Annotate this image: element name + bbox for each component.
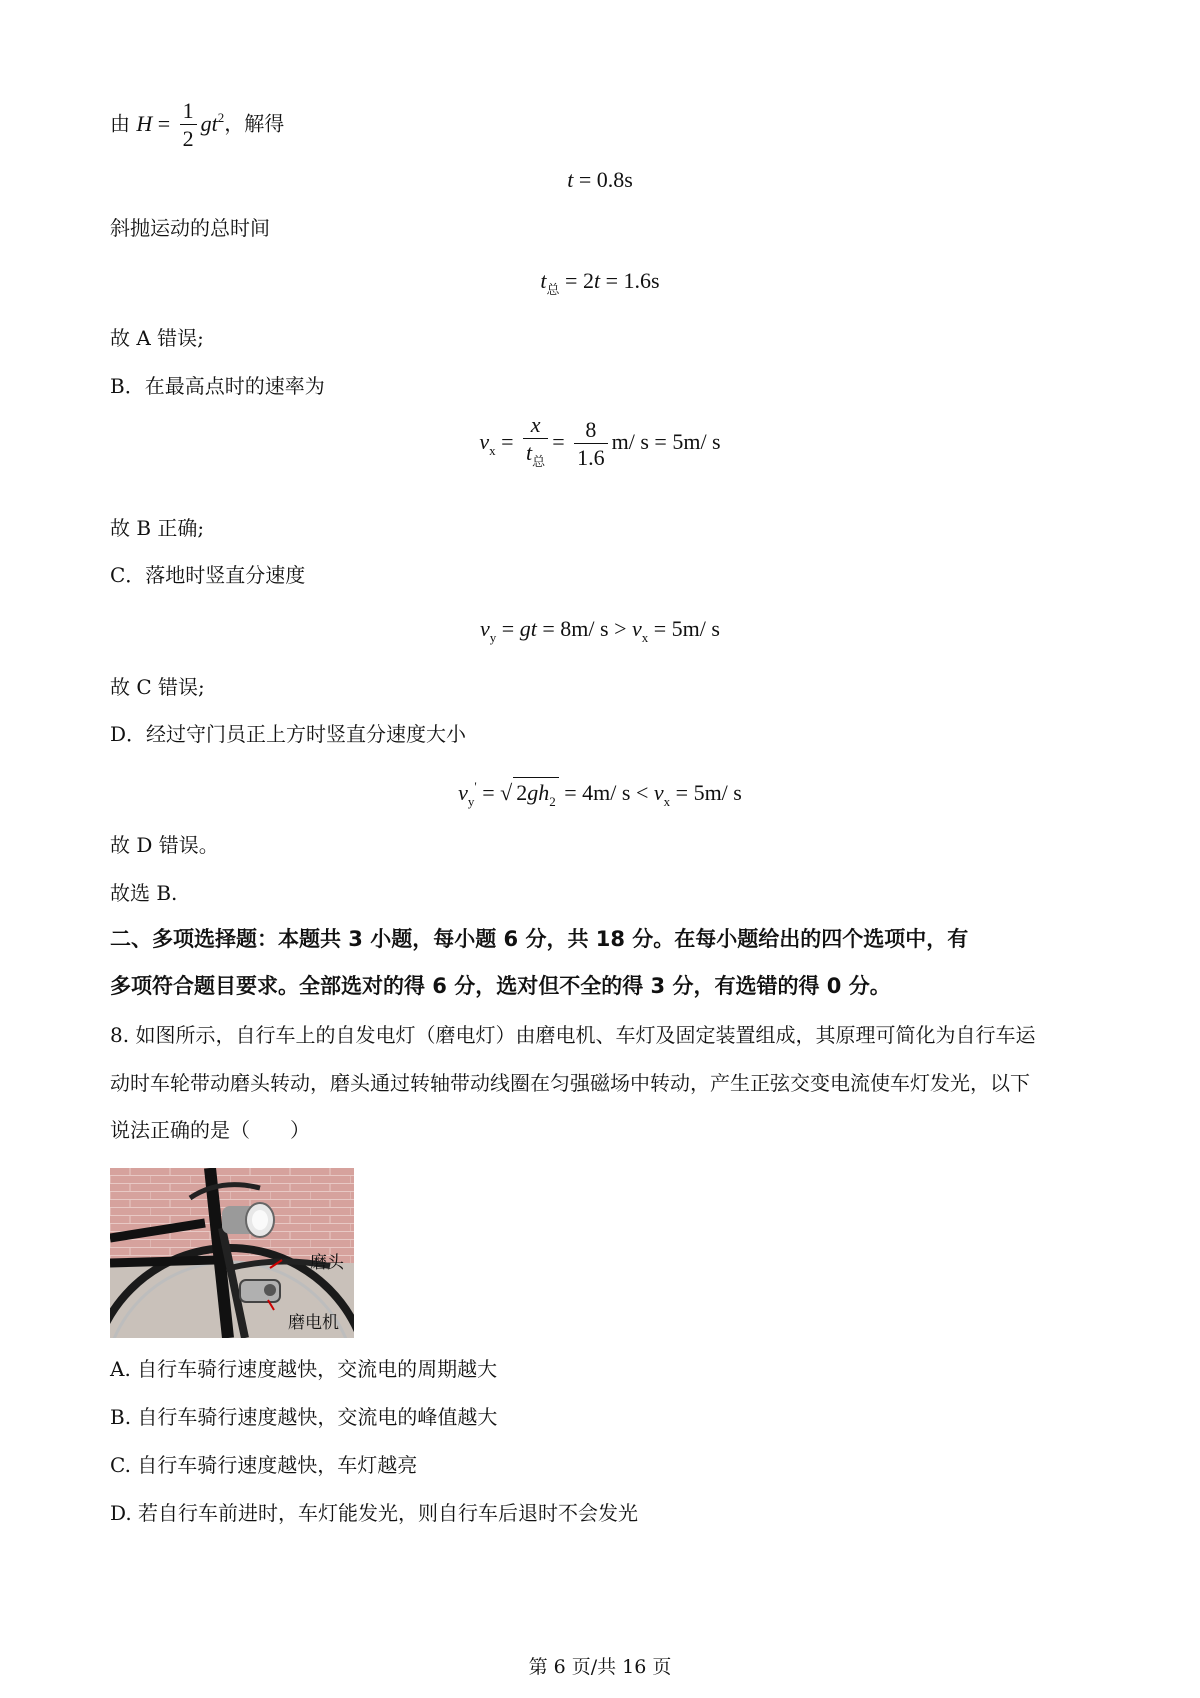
equation-t: t = 0.8s <box>567 167 633 192</box>
b-label: B．在最高点时的速率为 <box>110 374 325 398</box>
total-time-label: 斜抛运动的总时间 <box>110 216 270 240</box>
question8-line3: 说法正确的是（ ） <box>110 1118 310 1142</box>
d-wrong: 故 D 错误。 <box>110 833 219 857</box>
option-c: C. 自行车骑行速度越快，车灯越亮 <box>110 1453 418 1477</box>
c-wrong: 故 C 错误; <box>110 675 205 699</box>
question8-line2: 动时车轮带动磨头转动，磨头通过转轴带动线圈在匀强磁场中转动，产生正弦交变电流使车灯发光，以下 <box>110 1071 1030 1095</box>
option-a: A. 自行车骑行速度越快，交流电的周期越大 <box>110 1357 498 1381</box>
equation-vx: $v_x$ = $\frac{x}{t_总}$ = $\frac{8}{1.6}$ m/ s = 5m/ s <box>0 412 1200 481</box>
choose-b: 故选 B. <box>110 881 178 905</box>
b-correct: 故 B 正确; <box>110 516 205 540</box>
page-footer: 第 6 页/共 16 页 <box>528 1656 672 1678</box>
equation-vy: $v_y$ = gt = 8m/ $s > v_x = 5m/$ s <box>480 616 720 645</box>
bicycle-lamp-photo <box>110 1168 354 1338</box>
equation-vy-prime: $v_y'$ = √ $2gh_2 = 4m/$ $s < v_x = 5m/$ s <box>0 772 1200 817</box>
question8-line1: 8. 如图所示，自行车上的自发电灯（磨电灯）由磨电机、车灯及固定装置组成，其原理可简化为自行车运 <box>110 1023 1036 1047</box>
option-b: B. 自行车骑行速度越快，交流电的峰值越大 <box>110 1405 498 1429</box>
section-heading-line2: 多项符合题目要求。全部选对的得 6 分，选对但不全的得 3 分，有选错的得 0 分。 <box>110 974 891 998</box>
formula-line-H: 由 H = $\frac{1}{2}$ $gt^2$，解得 <box>110 98 285 151</box>
photo-label-grinding-head: 磨头 <box>310 1253 344 1273</box>
option-d: D. 若自行车前进时，车灯能发光，则自行车后退时不会发光 <box>110 1501 639 1525</box>
c-label: C．落地时竖直分速度 <box>110 563 306 587</box>
fraction-x-over-t: $\frac{x}{t_总}$ <box>523 412 548 476</box>
photo-label-dynamo: 磨电机 <box>288 1313 339 1333</box>
fraction-half: $\frac{1}{2}$ <box>180 98 197 153</box>
d-label: D．经过守门员正上方时竖直分速度大小 <box>110 722 467 746</box>
section-heading-line1: 二、多项选择题：本题共 3 小题，每小题 6 分，共 18 分。在每小题给出的四个选项中，有 <box>110 927 969 951</box>
fraction-8-over-1-6: $\frac{8}{1.6}$ <box>574 417 608 472</box>
a-wrong: 故 A 错误; <box>110 326 204 350</box>
equation-t-total: $t_总 = 2t = 1.6s$ <box>540 268 660 297</box>
